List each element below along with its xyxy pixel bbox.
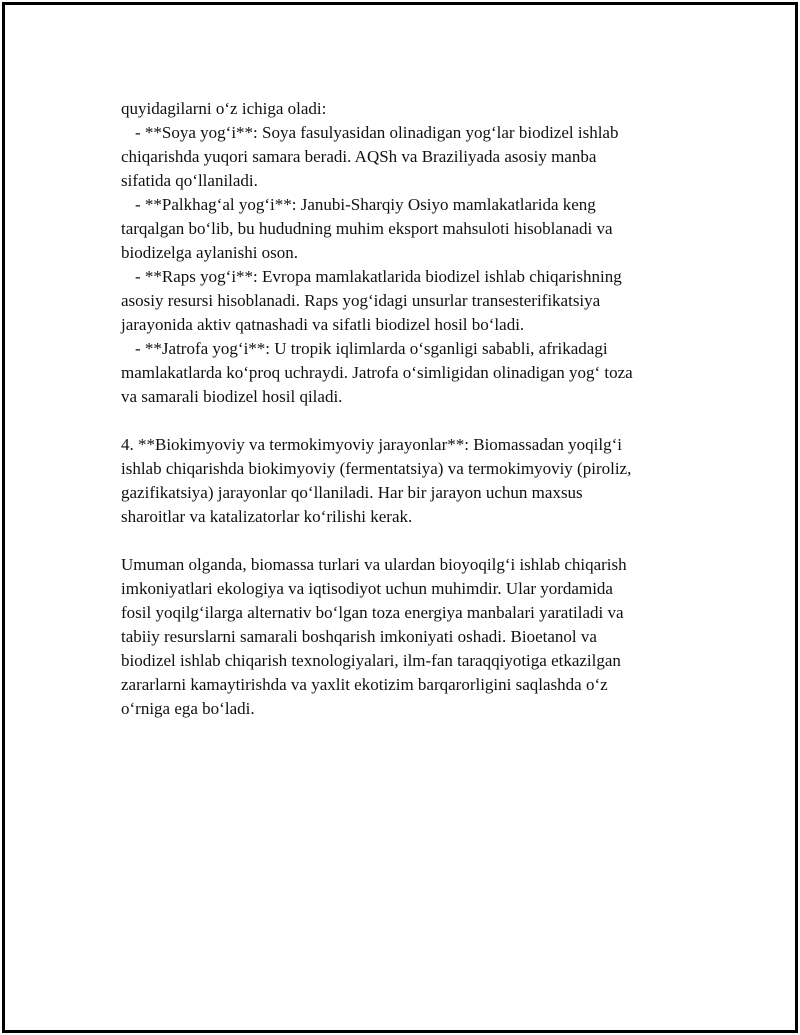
list-item-soya-oil <box>121 121 681 193</box>
list-item-line: biodizelga aylanishi oson. <box>121 243 299 262</box>
list-item-line: chiqarishda yuqori samara beradi. AQSh va Braziliyada asosiy manba <box>121 147 597 166</box>
paragraph-line: biodizel ishlab chiqarish texnologiyalari, ilm-fan taraqqiyotiga etkazilgan <box>121 651 621 670</box>
list-item-line: - **Jatrofa yog‘i**: U tropik iqlimlarda o‘sganligi sababli, afrikadagi <box>135 339 608 358</box>
list-item-line: jarayonida aktiv qatnashadi va sifatli biodizel hosil bo‘ladi. <box>121 315 525 334</box>
list-item-line: - **Raps yog‘i**: Evropa mamlakatlarida biodizel ishlab chiqarishning <box>135 267 622 286</box>
list-item-line: asosiy resursi hisoblanadi. Raps yog‘idagi unsurlar transesterifikatsiya <box>121 291 601 310</box>
paragraph-spacer <box>121 409 681 433</box>
paragraph-line: fosil yoqilg‘ilarga alternativ bo‘lgan toza energiya manbalari yaratiladi va <box>121 603 624 622</box>
section-4-paragraph <box>121 433 681 529</box>
paragraph-line: gazifikatsiya) jarayonlar qo‘llaniladi. Har bir jarayon uchun maxsus <box>121 483 583 502</box>
list-item-jatropha-oil <box>121 337 681 409</box>
paragraph-line: sharoitlar va katalizatorlar ko‘rilishi kerak. <box>121 507 413 526</box>
list-item-line: mamlakatlarda ko‘proq uchraydi. Jatrofa o‘simligidan olinadigan yog‘ toza <box>121 363 633 382</box>
list-item-line: va samarali biodizel hosil qiladi. <box>121 387 343 406</box>
oil-section-intro: quyidagilarni o‘z ichiga oladi: <box>121 99 327 118</box>
list-item-line: - **Soya yog‘i**: Soya fasulyasidan olinadigan yog‘lar biodizel ishlab <box>135 123 619 142</box>
list-item-palm-oil <box>121 193 681 265</box>
list-item-line: sifatida qo‘llaniladi. <box>121 171 258 190</box>
paragraph-spacer <box>121 529 681 553</box>
paragraph-line: zararlarni kamaytirishda va yaxlit ekotizim barqarorligini saqlashda o‘z <box>121 675 608 694</box>
paragraph-line: imkoniyatlari ekologiya va iqtisodiyot uchun muhimdir. Ular yordamida <box>121 579 613 598</box>
paragraph-line: tabiiy resurslarni samarali boshqarish imkoniyati oshadi. Bioetanol va <box>121 627 597 646</box>
paragraph-line: o‘rniga ega bo‘ladi. <box>121 699 255 718</box>
list-item-line: tarqalgan bo‘lib, bu hududning muhim eksport mahsuloti hisoblanadi va <box>121 219 613 238</box>
list-item-line: - **Palkhag‘al yog‘i**: Janubi-Sharqiy Osiyo mamlakatlarida keng <box>135 195 596 214</box>
paragraph-line: 4. **Biokimyoviy va termokimyoviy jarayonlar**: Biomassadan yoqilg‘i <box>121 435 622 454</box>
paragraph-line: ishlab chiqarishda biokimyoviy (fermentatsiya) va termokimyoviy (piroliz, <box>121 459 632 478</box>
list-item-rapeseed-oil <box>121 265 681 337</box>
document-page <box>2 2 798 1033</box>
document-text-body <box>121 97 681 721</box>
paragraph-line: Umuman olganda, biomassa turlari va ulardan bioyoqilg‘i ishlab chiqarish <box>121 555 627 574</box>
conclusion-paragraph <box>121 553 681 721</box>
